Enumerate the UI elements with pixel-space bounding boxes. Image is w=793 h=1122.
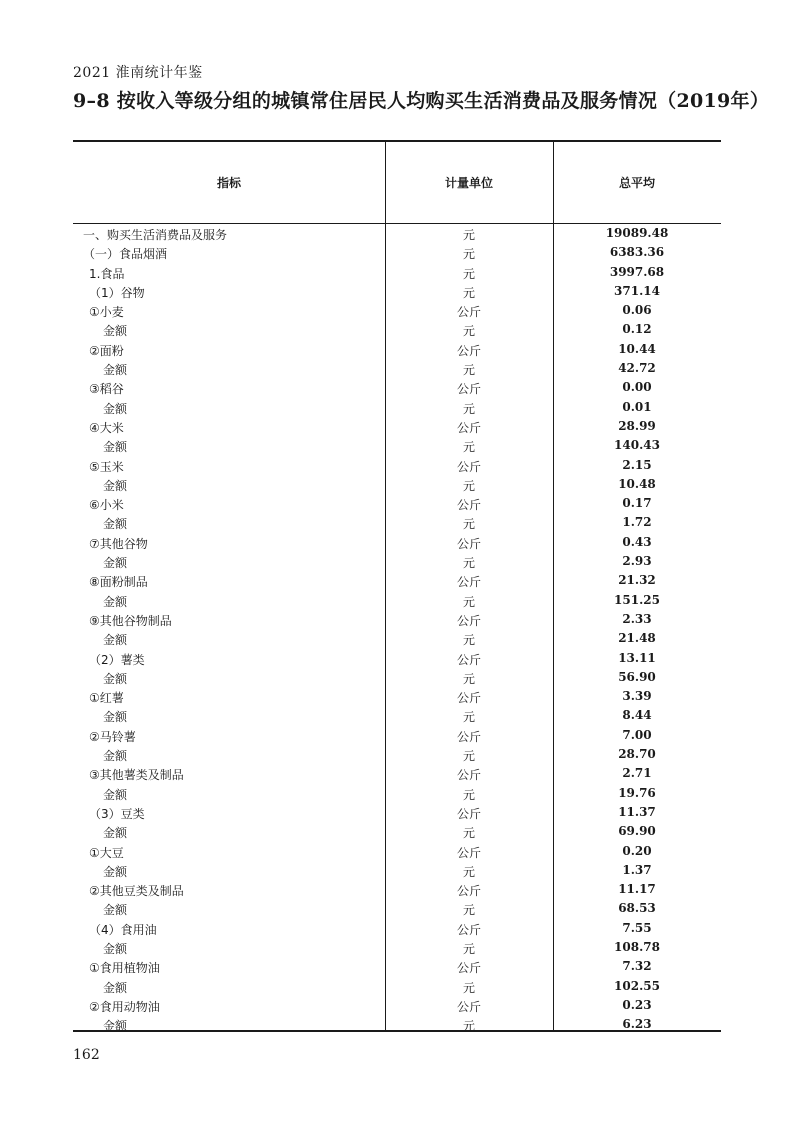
row-value: 21.32 [618, 573, 656, 588]
table-row [73, 861, 721, 880]
table-row [73, 378, 721, 397]
row-value: 10.44 [618, 341, 656, 356]
row-label: 金额 [103, 401, 128, 416]
table-row [73, 340, 721, 359]
row-unit: 元 [462, 266, 475, 281]
row-value: 11.17 [618, 882, 656, 897]
row-unit: 元 [462, 633, 475, 648]
row-value: 68.53 [618, 901, 656, 916]
row-value: 0.00 [622, 380, 652, 395]
row-label: 金额 [103, 826, 128, 841]
row-label: ①红薯 [89, 691, 124, 706]
row-value: 140.43 [614, 438, 660, 453]
row-value: 0.20 [622, 843, 652, 858]
row-value: 2.93 [622, 554, 652, 569]
row-unit: 公斤 [456, 575, 481, 590]
row-unit: 公斤 [456, 382, 481, 397]
row-label: ⑦其他谷物 [89, 536, 148, 551]
table-row [73, 571, 721, 590]
table-row [73, 494, 721, 513]
row-value: 371.14 [614, 283, 660, 298]
table-row [73, 996, 721, 1015]
row-label: 金额 [103, 1019, 128, 1034]
row-unit: 公斤 [456, 652, 481, 667]
row-label: 金额 [103, 787, 128, 802]
running-head: 2021 淮南统计年鉴 [73, 65, 203, 81]
row-value: 69.90 [618, 824, 656, 839]
row-unit: 元 [462, 980, 475, 995]
row-label: 金额 [103, 594, 128, 609]
table-row [73, 842, 721, 861]
row-unit: 元 [462, 864, 475, 879]
row-label: ②马铃薯 [89, 729, 136, 744]
row-label: 金额 [103, 903, 128, 918]
table-row [73, 320, 721, 339]
row-label: 金额 [103, 710, 128, 725]
data-table [73, 140, 721, 1032]
table-row [73, 957, 721, 976]
row-label: ②面粉 [89, 343, 124, 358]
row-unit: 公斤 [456, 922, 481, 937]
row-value: 0.06 [622, 303, 652, 318]
row-label: ③稻谷 [89, 382, 124, 397]
row-unit: 元 [462, 787, 475, 802]
row-unit: 元 [462, 285, 475, 300]
row-value: 6383.36 [609, 245, 665, 260]
table-row [73, 263, 721, 282]
row-unit: 公斤 [456, 806, 481, 821]
row-unit: 元 [462, 478, 475, 493]
row-label: 金额 [103, 363, 128, 378]
row-label: 金额 [103, 671, 128, 686]
row-unit: 元 [462, 903, 475, 918]
table-row [73, 649, 721, 668]
row-value: 108.78 [614, 939, 660, 954]
row-unit: 元 [462, 440, 475, 455]
row-label: 一、购买生活消费品及服务 [83, 228, 228, 242]
row-unit: 公斤 [456, 884, 481, 899]
column-header-average: 总平均 [618, 176, 655, 190]
row-unit: 元 [462, 594, 475, 609]
row-label: 1.食品 [89, 266, 125, 281]
table-row [73, 822, 721, 841]
column-header-unit: 计量单位 [444, 176, 493, 190]
row-label: 金额 [103, 517, 128, 532]
row-value: 7.00 [622, 727, 652, 742]
row-label: 金额 [103, 440, 128, 455]
row-unit: 元 [462, 556, 475, 571]
row-value: 0.12 [622, 322, 652, 337]
table-row [73, 475, 721, 494]
row-label: ⑥小米 [89, 498, 124, 513]
row-label: 金额 [103, 478, 128, 493]
row-value: 19.76 [618, 785, 656, 800]
table-row [73, 668, 721, 687]
row-value: 2.33 [622, 611, 652, 626]
table-row [73, 398, 721, 417]
row-unit: 元 [462, 363, 475, 378]
table-row [73, 591, 721, 610]
row-unit: 公斤 [456, 691, 481, 706]
row-unit: 公斤 [456, 536, 481, 551]
row-unit: 公斤 [456, 999, 481, 1014]
row-value: 3997.68 [609, 264, 665, 279]
table-row [73, 552, 721, 571]
row-label: ⑤玉米 [89, 459, 124, 474]
row-label: 金额 [103, 633, 128, 648]
row-value: 2.71 [622, 766, 652, 781]
table-row [73, 359, 721, 378]
table-row [73, 513, 721, 532]
column-header-indicator: 指标 [216, 176, 241, 190]
table-row [73, 726, 721, 745]
table-row [73, 436, 721, 455]
row-unit: 公斤 [456, 305, 481, 320]
row-value: 151.25 [614, 592, 660, 607]
row-unit: 公斤 [456, 729, 481, 744]
row-value: 10.48 [618, 476, 656, 491]
row-label: （4）食用油 [89, 922, 157, 937]
row-label: 金额 [103, 324, 128, 339]
table-row [73, 610, 721, 629]
row-unit: 公斤 [456, 343, 481, 358]
row-label: ①食用植物油 [89, 961, 160, 976]
row-value: 0.43 [622, 534, 652, 549]
row-value: 102.55 [614, 978, 660, 993]
table-row [73, 977, 721, 996]
row-value: 6.23 [622, 1017, 652, 1032]
table-top-rule [73, 140, 721, 142]
row-label: 金额 [103, 556, 128, 571]
row-unit: 公斤 [456, 961, 481, 976]
row-label: ②食用动物油 [89, 999, 160, 1014]
row-label: 金额 [103, 980, 128, 995]
row-label: ①小麦 [89, 305, 124, 320]
row-unit: 元 [462, 517, 475, 532]
row-unit: 元 [462, 324, 475, 339]
page-title: 9–8 按收入等级分组的城镇常住居民人均购买生活消费品及服务情况（2019年） [73, 90, 770, 112]
row-value: 7.55 [622, 920, 652, 935]
table-row [73, 899, 721, 918]
row-unit: 元 [462, 228, 475, 242]
table-row [73, 803, 721, 822]
row-value: 0.17 [622, 496, 652, 511]
row-unit: 公斤 [456, 498, 481, 513]
row-unit: 元 [462, 710, 475, 725]
table-row [73, 687, 721, 706]
row-unit: 公斤 [456, 768, 481, 783]
table-row [73, 301, 721, 320]
row-unit: 元 [462, 749, 475, 764]
table-row [73, 243, 721, 262]
table-row [73, 533, 721, 552]
row-value: 11.37 [618, 804, 656, 819]
row-unit: 公斤 [456, 613, 481, 628]
row-value: 56.90 [618, 669, 656, 684]
row-unit: 公斤 [456, 459, 481, 474]
table-row [73, 456, 721, 475]
table-row [73, 1015, 721, 1034]
row-value: 42.72 [618, 361, 656, 376]
row-unit: 元 [462, 826, 475, 841]
row-label: （2）薯类 [89, 652, 145, 667]
row-value: 21.48 [618, 631, 656, 646]
row-value: 2.15 [622, 457, 652, 472]
row-label: ②其他豆类及制品 [89, 884, 184, 899]
row-unit: 公斤 [456, 420, 481, 435]
row-label: ①大豆 [89, 845, 124, 860]
row-label: （一）食品烟酒 [83, 247, 168, 262]
row-unit: 元 [462, 247, 475, 262]
table-row [73, 938, 721, 957]
table-row [73, 745, 721, 764]
row-label: 金额 [103, 749, 128, 764]
table-row [73, 282, 721, 301]
table-row [73, 784, 721, 803]
row-value: 0.01 [622, 399, 652, 414]
table-row [73, 417, 721, 436]
row-value: 19089.48 [605, 226, 669, 240]
row-label: 金额 [103, 864, 128, 879]
row-value: 1.37 [622, 862, 652, 877]
table-row [73, 880, 721, 899]
row-label: ④大米 [89, 420, 124, 435]
row-unit: 元 [462, 671, 475, 686]
row-value: 1.72 [622, 515, 652, 530]
row-value: 3.39 [622, 689, 652, 704]
row-label: ⑧面粉制品 [89, 575, 148, 590]
page-number: 162 [73, 1047, 100, 1063]
row-value: 13.11 [618, 650, 656, 665]
row-label: ③其他薯类及制品 [89, 768, 184, 783]
row-value: 28.70 [618, 747, 656, 762]
table-row [73, 764, 721, 783]
table-row [73, 629, 721, 648]
row-value: 0.23 [622, 997, 652, 1012]
row-value: 28.99 [618, 418, 656, 433]
row-unit: 元 [462, 1019, 475, 1034]
row-unit: 公斤 [456, 845, 481, 860]
row-label: 金额 [103, 941, 128, 956]
row-value: 7.32 [622, 959, 652, 974]
row-unit: 元 [462, 941, 475, 956]
row-label: （3）豆类 [89, 806, 145, 821]
row-unit: 元 [462, 401, 475, 416]
row-value: 8.44 [622, 708, 652, 723]
table-row [73, 919, 721, 938]
row-label: ⑨其他谷物制品 [89, 613, 172, 628]
table-body [73, 224, 721, 1034]
table-row [73, 706, 721, 725]
row-label: （1）谷物 [89, 285, 145, 300]
table-row [73, 224, 721, 243]
